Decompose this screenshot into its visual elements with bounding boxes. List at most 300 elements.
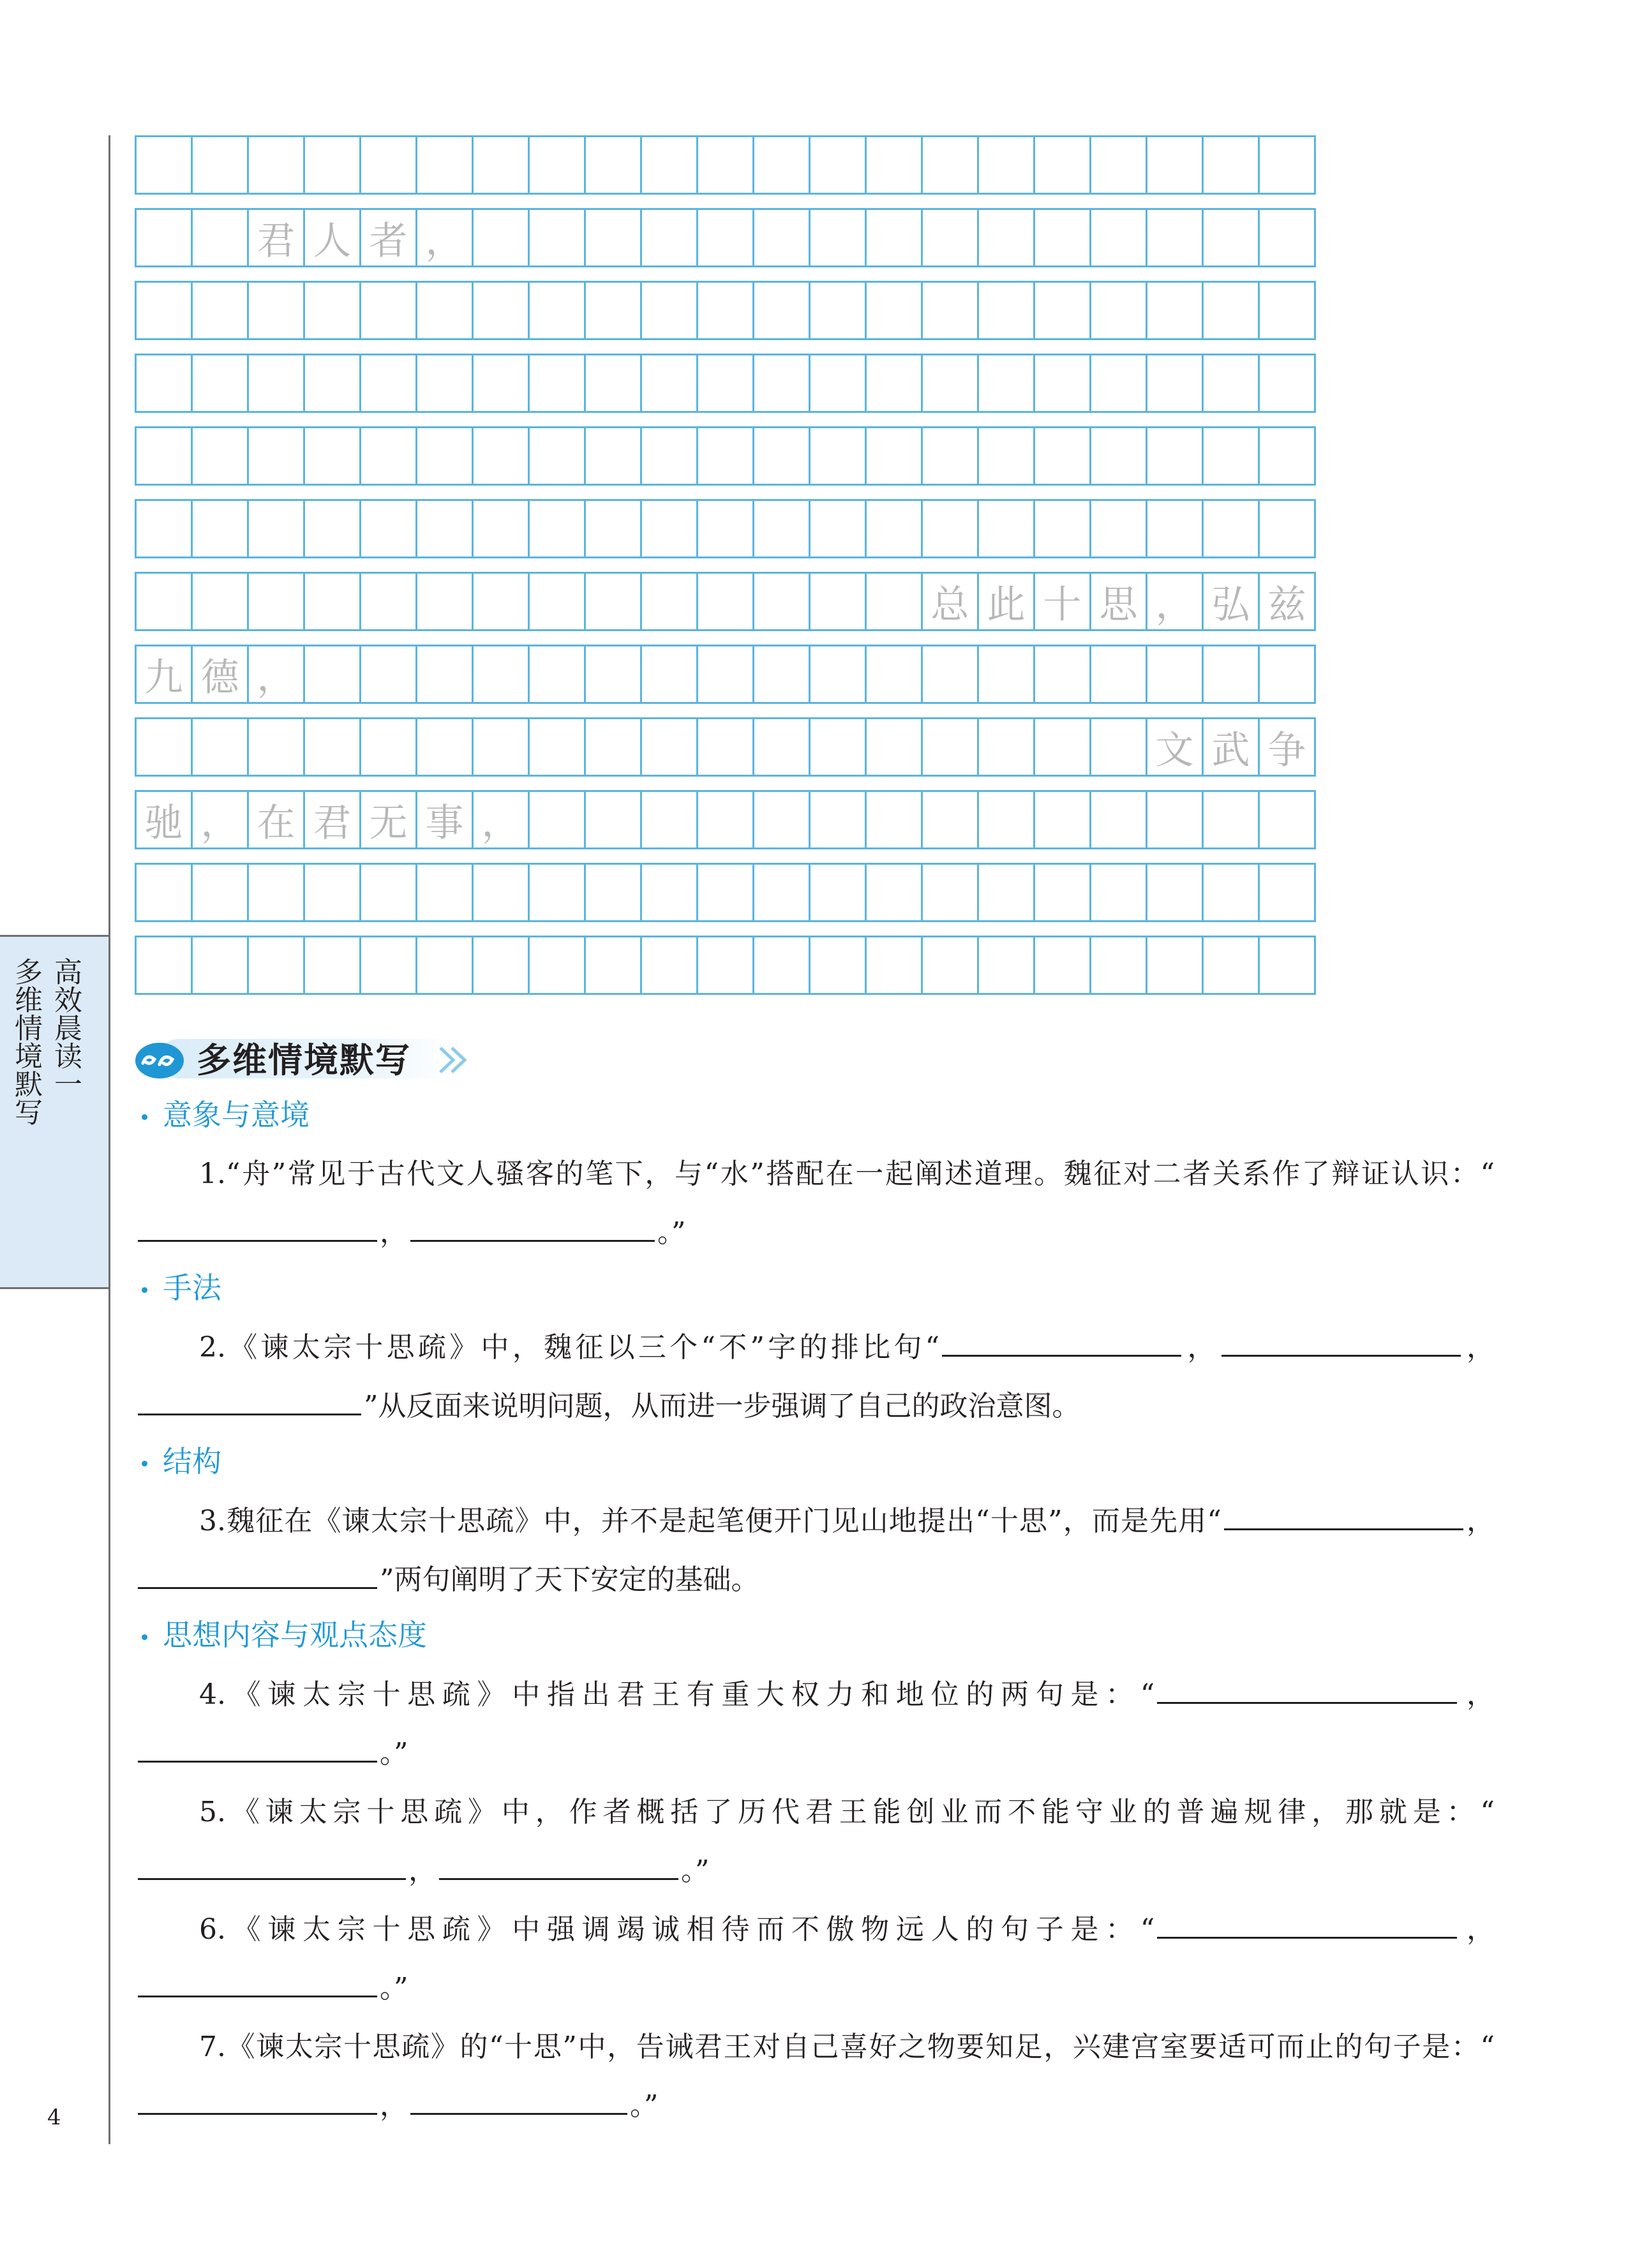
grid-cell[interactable] [361,936,417,995]
answer-blank[interactable] [1157,1676,1457,1704]
grid-cell[interactable] [810,208,867,267]
grid-cell[interactable] [474,354,530,413]
grid-cell[interactable] [193,281,249,340]
grid-cell[interactable] [586,135,642,195]
grid-cell[interactable] [1035,426,1091,486]
grid-cell[interactable] [1147,208,1204,267]
grid-row [135,645,1316,704]
grid-cell[interactable] [530,135,586,195]
grid-cell[interactable] [1091,135,1147,195]
grid-cell[interactable] [530,863,586,922]
grid-cell[interactable] [530,717,586,777]
grid-cell[interactable] [642,572,698,631]
grid-cell[interactable] [810,135,867,195]
section-header [134,1034,491,1085]
grid-cell[interactable] [586,863,642,922]
question-number: 4. [199,1678,226,1711]
grid-cell[interactable] [193,499,249,558]
grid-cell[interactable] [923,645,979,704]
grid-cell[interactable] [979,135,1035,195]
grid-cell[interactable] [810,354,867,413]
grid-cell[interactable] [193,936,249,995]
grid-cell[interactable] [642,717,698,777]
grid-cell[interactable] [867,426,923,486]
grid-cell[interactable] [1260,790,1316,849]
margin-line [108,135,110,2144]
grid-cell[interactable] [1035,208,1091,267]
grid-cell[interactable]: ， [1147,572,1204,631]
grid-cell[interactable] [417,135,474,195]
side-tab-label-secondary: 多维情境默写 [10,957,42,1126]
grid-cell[interactable] [137,717,193,777]
answer-blank[interactable] [1157,1911,1457,1939]
grid-cell[interactable]: 十 [1035,572,1091,631]
grid-cell[interactable] [361,426,417,486]
question-number: 7. [199,2031,226,2063]
grid-cell[interactable] [1147,135,1204,195]
grid-cell[interactable] [1091,790,1147,849]
grid-cell[interactable] [305,426,361,486]
subsection-text: 思想内容与观点态度 [163,1618,427,1652]
punctuation: 。” [380,1737,408,1770]
grid-cell[interactable] [305,281,361,340]
grid-cell[interactable] [586,717,642,777]
grid-row [135,426,1316,486]
grid-cell[interactable]: 总 [923,572,979,631]
grid-cell[interactable] [586,572,642,631]
grid-cell[interactable] [530,572,586,631]
grid-cell[interactable] [530,645,586,704]
grid-cell[interactable] [979,936,1035,995]
grid-cell[interactable] [305,135,361,195]
grid-cell[interactable] [530,499,586,558]
grid-cell[interactable] [1035,354,1091,413]
grid-cell[interactable] [698,208,754,267]
grid-cell[interactable] [810,790,867,849]
grid-cell[interactable] [810,645,867,704]
grid-cell[interactable] [474,208,530,267]
grid-cell[interactable]: 争 [1260,717,1316,777]
grid-cell[interactable] [1035,790,1091,849]
grid-cell[interactable] [979,645,1035,704]
grid-cell[interactable] [530,208,586,267]
grid-cell[interactable] [923,717,979,777]
grid-cell[interactable] [530,790,586,849]
question-text: “舟”常见于古代文人骚客的笔下，与“水”搭配在一起阐述道理。魏征对二者关系作了辩证认识：“ [225,1158,1495,1190]
grid-cell[interactable] [361,717,417,777]
grid-cell[interactable] [249,572,305,631]
answer-blank[interactable] [439,1853,678,1880]
grid-cell[interactable] [530,426,586,486]
grid-cell[interactable]: 德 [193,645,249,704]
question-text: 《谏太宗十思疏》中指出君王有重大权力和地位的两句是：“ [225,1678,1155,1711]
grid-cell[interactable] [586,208,642,267]
question-number: 3. [199,1505,226,1537]
grid-cell[interactable]: 事 [417,790,474,849]
grid-cell[interactable] [1260,645,1316,704]
grid-cell[interactable] [1204,281,1260,340]
grid-cell[interactable] [1204,863,1260,922]
grid-cell[interactable] [810,281,867,340]
grid-cell[interactable] [530,936,586,995]
grid-cell[interactable] [867,281,923,340]
grid-cell[interactable] [923,936,979,995]
grid-cell[interactable] [754,426,810,486]
grid-cell[interactable] [642,426,698,486]
grid-cell[interactable] [923,281,979,340]
grid-cell[interactable] [1147,936,1204,995]
answer-blank[interactable] [942,1329,1181,1357]
grid-cell[interactable] [305,572,361,631]
grid-cell[interactable] [417,572,474,631]
grid-cell[interactable] [137,354,193,413]
answer-blank[interactable] [138,1735,377,1763]
grid-cell[interactable] [417,936,474,995]
grid-cell[interactable] [923,135,979,195]
grid-cell[interactable] [193,354,249,413]
grid-cell[interactable] [474,936,530,995]
grid-cell[interactable] [923,499,979,558]
grid-cell[interactable] [1091,863,1147,922]
grid-cell[interactable] [1035,281,1091,340]
grid-cell[interactable] [867,863,923,922]
grid-cell[interactable] [1091,717,1147,777]
grid-cell[interactable] [979,717,1035,777]
grid-cell[interactable] [1091,499,1147,558]
grid-cell[interactable] [137,426,193,486]
answer-blank[interactable] [138,1970,377,1997]
grid-cell[interactable] [698,426,754,486]
grid-cell[interactable] [698,281,754,340]
grid-cell[interactable] [1091,208,1147,267]
question-4 [135,1666,1495,1783]
grid-row [135,863,1316,922]
grid-cell[interactable]: 人 [305,208,361,267]
grid-cell[interactable] [137,572,193,631]
grid-cell[interactable] [474,863,530,922]
grid-cell[interactable] [1260,354,1316,413]
grid-cell[interactable] [1147,281,1204,340]
grid-cell[interactable] [754,936,810,995]
grid-cell[interactable] [979,790,1035,849]
answer-blank[interactable] [138,1853,406,1880]
grid-cell[interactable] [867,499,923,558]
grid-cell[interactable] [754,863,810,922]
grid-cell[interactable]: 君 [249,208,305,267]
grid-cell[interactable] [1260,426,1316,486]
grid-cell[interactable] [1147,790,1204,849]
grid-cell[interactable] [810,936,867,995]
grid-cell[interactable]: 无 [361,790,417,849]
grid-cell[interactable] [1091,354,1147,413]
grid-cell[interactable] [1035,645,1091,704]
grid-cell[interactable] [698,354,754,413]
answer-blank[interactable] [410,1214,655,1242]
grid-cell[interactable] [249,281,305,340]
grid-cell[interactable]: 九 [137,645,193,704]
grid-cell[interactable] [1260,281,1316,340]
subsection-text: 手法 [163,1271,221,1305]
question-number: 2. [199,1331,226,1364]
grid-cell[interactable] [137,499,193,558]
grid-cell[interactable] [1204,354,1260,413]
grid-cell[interactable] [810,426,867,486]
grid-cell[interactable] [193,572,249,631]
grid-row [135,281,1316,340]
grid-cell[interactable] [923,863,979,922]
grid-cell[interactable] [642,354,698,413]
grid-cell[interactable]: 文 [1147,717,1204,777]
grid-cell[interactable] [417,281,474,340]
grid-cell[interactable] [361,645,417,704]
grid-cell[interactable] [305,863,361,922]
grid-cell[interactable] [1204,645,1260,704]
grid-cell[interactable] [754,572,810,631]
grid-cell[interactable] [1035,135,1091,195]
answer-blank[interactable] [138,2087,377,2115]
grid-cell[interactable] [923,354,979,413]
grid-cell[interactable] [361,135,417,195]
grid-cell[interactable] [137,208,193,267]
grid-cell[interactable] [979,426,1035,486]
grid-cell[interactable] [474,499,530,558]
grid-cell[interactable] [1260,499,1316,558]
grid-cell[interactable] [586,790,642,849]
grid-cell[interactable] [305,717,361,777]
grid-cell[interactable] [867,354,923,413]
grid-cell[interactable] [586,936,642,995]
grid-cell[interactable] [249,499,305,558]
grid-row [135,354,1316,413]
grid-cell[interactable] [361,281,417,340]
grid-cell[interactable] [530,281,586,340]
grid-cell[interactable] [474,426,530,486]
grid-cell[interactable] [1260,135,1316,195]
grid-cell[interactable]: ， [193,790,249,849]
grid-cell[interactable]: ， [249,645,305,704]
answer-blank[interactable] [410,2087,627,2115]
question-number: 6. [199,1913,226,1946]
answer-blank[interactable] [138,1214,377,1242]
grid-cell[interactable] [1204,208,1260,267]
answer-blank[interactable] [1224,1503,1463,1530]
grid-cell[interactable] [586,426,642,486]
grid-cell[interactable]: 此 [979,572,1035,631]
grid-cell[interactable] [867,208,923,267]
grid-cell[interactable] [867,645,923,704]
grid-cell[interactable] [1147,863,1204,922]
grid-cell[interactable] [867,717,923,777]
grid-cell[interactable] [979,208,1035,267]
grid-cell[interactable] [249,135,305,195]
grid-cell[interactable] [923,208,979,267]
grid-cell[interactable] [586,499,642,558]
grid-cell[interactable] [810,717,867,777]
grid-cell[interactable] [1035,936,1091,995]
question-number: 5. [199,1796,226,1828]
grid-cell[interactable] [417,499,474,558]
grid-cell[interactable] [1147,354,1204,413]
grid-cell[interactable] [698,135,754,195]
question-6 [135,1900,1495,2018]
grid-cell[interactable]: 思 [1091,572,1147,631]
grid-cell[interactable] [1204,426,1260,486]
grid-cell[interactable] [137,863,193,922]
grid-cell[interactable] [137,135,193,195]
grid-cell[interactable] [642,281,698,340]
grid-cell[interactable]: 在 [249,790,305,849]
grid-cell[interactable] [193,135,249,195]
grid-cell[interactable] [867,790,923,849]
grid-cell[interactable] [698,572,754,631]
grid-cell[interactable] [698,863,754,922]
grid-cell[interactable] [193,717,249,777]
grid-cell[interactable] [530,354,586,413]
punctuation: 。” [380,1972,408,2004]
grid-cell[interactable] [698,717,754,777]
grid-cell[interactable] [137,936,193,995]
grid-cell[interactable] [1204,936,1260,995]
grid-cell[interactable] [1260,936,1316,995]
grid-cell[interactable]: 兹 [1260,572,1316,631]
grid-cell[interactable] [642,936,698,995]
grid-cell[interactable]: 弘 [1204,572,1260,631]
grid-cell[interactable] [979,281,1035,340]
grid-cell[interactable] [1035,863,1091,922]
grid-cell[interactable] [754,354,810,413]
grid-cell[interactable] [642,208,698,267]
grid-cell[interactable]: 者 [361,208,417,267]
grid-cell[interactable] [867,572,923,631]
grid-cell[interactable] [474,572,530,631]
grid-cell[interactable] [249,863,305,922]
grid-cell[interactable] [1260,208,1316,267]
grid-cell[interactable] [586,281,642,340]
grid-cell[interactable] [474,135,530,195]
grid-cell[interactable] [417,426,474,486]
grid-cell[interactable] [642,499,698,558]
answer-blank[interactable] [138,1388,361,1415]
grid-cell[interactable] [417,354,474,413]
grid-cell[interactable] [1035,499,1091,558]
grid-cell[interactable] [754,135,810,195]
grid-cell[interactable] [1147,426,1204,486]
grid-cell[interactable] [1204,790,1260,849]
grid-cell[interactable] [417,863,474,922]
grid-cell[interactable] [698,499,754,558]
grid-cell[interactable] [754,717,810,777]
question-7 [135,2018,1495,2135]
grid-cell[interactable]: ， [417,208,474,267]
grid-cell[interactable] [305,645,361,704]
grid-cell[interactable]: 君 [305,790,361,849]
grid-cell[interactable] [305,499,361,558]
grid-cell[interactable] [417,717,474,777]
grid-cell[interactable] [642,135,698,195]
grid-cell[interactable] [979,499,1035,558]
grid-cell[interactable] [474,281,530,340]
grid-cell[interactable] [249,717,305,777]
grid-cell[interactable] [810,863,867,922]
grid-cell[interactable] [979,354,1035,413]
grid-cell[interactable] [754,208,810,267]
grid-cell[interactable] [586,645,642,704]
grid-row [135,717,1316,777]
grid-row [135,208,1316,267]
grid-cell[interactable] [249,426,305,486]
grid-cell[interactable] [1204,135,1260,195]
grid-cell[interactable] [979,863,1035,922]
answer-blank[interactable] [1221,1329,1461,1357]
grid-cell[interactable] [474,645,530,704]
grid-cell[interactable] [810,499,867,558]
grid-cell[interactable] [754,645,810,704]
grid-cell[interactable] [249,936,305,995]
grid-cell[interactable] [1091,645,1147,704]
grid-cell[interactable] [586,354,642,413]
punctuation: 。” [681,1854,710,1887]
grid-cell[interactable] [698,790,754,849]
grid-cell[interactable] [698,936,754,995]
grid-cell[interactable] [361,863,417,922]
grid-cell[interactable] [754,499,810,558]
grid-cell[interactable] [1147,499,1204,558]
grid-cell[interactable] [417,645,474,704]
grid-cell[interactable] [193,208,249,267]
side-tab-label-primary: 高效晨读一 [49,957,82,1098]
grid-cell[interactable]: 武 [1204,717,1260,777]
grid-cell[interactable] [1035,717,1091,777]
grid-cell[interactable] [361,499,417,558]
grid-cell[interactable] [474,717,530,777]
subsection-label [142,1617,427,1653]
grid-cell[interactable] [249,354,305,413]
grid-cell[interactable] [1091,936,1147,995]
grid-cell[interactable] [810,572,867,631]
grid-cell[interactable] [642,645,698,704]
question-text: 《谏太宗十思疏》中强调竭诚相待而不傲物远人的句子是：“ [225,1913,1155,1946]
grid-cell[interactable] [867,936,923,995]
grid-cell[interactable] [698,645,754,704]
grid-cell[interactable] [361,572,417,631]
grid-cell[interactable] [642,790,698,849]
grid-cell[interactable] [137,281,193,340]
grid-cell[interactable] [642,863,698,922]
grid-cell[interactable] [754,281,810,340]
grid-cell[interactable] [923,426,979,486]
grid-cell[interactable] [1147,645,1204,704]
double-chevron-right-icon [434,1044,485,1076]
grid-cell[interactable] [305,936,361,995]
grid-cell[interactable] [923,790,979,849]
grid-cell[interactable] [361,354,417,413]
subsection-text: 意象与意境 [163,1098,310,1132]
grid-cell[interactable] [867,135,923,195]
grid-cell[interactable] [1260,863,1316,922]
answer-blank[interactable] [138,1562,377,1589]
question-number: 1. [199,1158,226,1190]
grid-cell[interactable]: ， [474,790,530,849]
grid-cell[interactable] [1091,281,1147,340]
grid-cell[interactable] [305,354,361,413]
grid-cell[interactable] [1204,499,1260,558]
grid-cell[interactable] [193,863,249,922]
question-3 [135,1492,1495,1609]
grid-cell[interactable] [193,426,249,486]
grid-cell[interactable] [1091,426,1147,486]
grid-cell[interactable]: 驰 [137,790,193,849]
grid-cell[interactable] [754,790,810,849]
